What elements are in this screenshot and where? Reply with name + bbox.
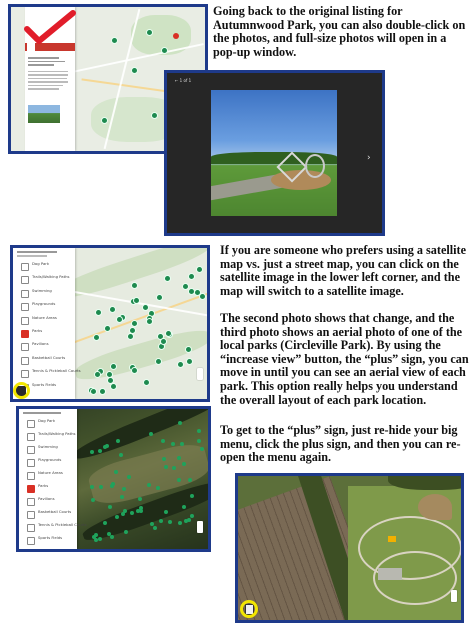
category-label: Playgrounds (32, 301, 56, 307)
sidebar-item-basketball-courts[interactable] (19, 508, 77, 522)
category-label: Swimming (32, 287, 52, 293)
map-pin[interactable] (177, 478, 181, 482)
map-pin[interactable] (142, 304, 149, 311)
aerial-view[interactable] (238, 476, 461, 620)
map-pin[interactable] (186, 358, 193, 365)
screenshot-aerial-park (235, 473, 464, 623)
category-checkbox[interactable] (21, 343, 29, 351)
category-checkbox[interactable] (21, 357, 29, 365)
sidebar-item-pavilions[interactable] (13, 340, 75, 354)
back-arrow-icon[interactable]: ← 1 of 1 (175, 78, 192, 83)
map-pin[interactable] (106, 371, 113, 378)
map-pin[interactable] (111, 37, 118, 44)
category-label: Parks (32, 328, 43, 333)
map-pin[interactable] (188, 478, 192, 482)
map-pin[interactable] (120, 495, 124, 499)
map-pin[interactable] (180, 442, 184, 446)
map-pin[interactable] (119, 453, 123, 457)
map-pin[interactable] (197, 439, 201, 443)
category-label: Parks (38, 483, 49, 488)
category-label: Sports Fields (32, 381, 57, 387)
category-label: Basketball Courts (32, 354, 66, 360)
paragraph-satellite: If you are someone who prefers using a satellite map vs. just a street map, you can click on the satellite image in the lower left corner, and the map will switch to a satellite image. (220, 243, 466, 298)
category-sidebar (19, 409, 87, 549)
sidebar-header (17, 255, 47, 257)
map-pin[interactable] (188, 273, 195, 280)
sidebar-item-playgrounds[interactable] (19, 456, 77, 470)
map-pin[interactable] (110, 383, 117, 390)
paragraph-intro: Going back to the original listing for Autumnwood Park, you can also double-click on the photos, and full-size photos will open in a pop-up window. (213, 4, 466, 59)
map-pin[interactable] (190, 494, 194, 498)
category-label: Basketball Courts (38, 509, 72, 514)
map-pin[interactable] (164, 510, 168, 514)
sidebar-item-swimming[interactable] (13, 287, 75, 301)
highlight-ring (240, 600, 258, 618)
map-pin[interactable] (116, 316, 123, 323)
map-pin[interactable] (164, 275, 171, 282)
category-label: Nature Areas (32, 314, 57, 320)
map-pin[interactable] (164, 465, 168, 469)
category-checkbox[interactable] (21, 370, 29, 378)
sidebar-item-nature-areas[interactable] (13, 314, 75, 328)
sidebar-header (17, 251, 57, 253)
map-pin[interactable] (185, 346, 192, 353)
park-photo[interactable] (211, 90, 337, 216)
map-pin[interactable] (127, 333, 134, 340)
zoom-control[interactable] (197, 521, 203, 533)
category-label: Playgrounds (38, 457, 62, 462)
sidebar-item-trails-walking-paths[interactable] (13, 273, 75, 287)
map-pin[interactable] (95, 309, 102, 316)
category-checkbox[interactable] (27, 433, 35, 441)
map-pin[interactable] (151, 112, 158, 119)
category-checkbox[interactable] (21, 330, 29, 338)
map-pin[interactable] (182, 283, 189, 290)
red-checkmark-icon (21, 9, 81, 49)
map-pin[interactable] (129, 327, 136, 334)
map-pin[interactable] (197, 429, 201, 433)
map-pin[interactable] (131, 67, 138, 74)
category-checkbox[interactable] (21, 290, 29, 298)
map-pin[interactable] (131, 282, 138, 289)
zoom-control[interactable] (451, 590, 457, 602)
map-pin[interactable] (156, 486, 160, 490)
map-pin[interactable] (147, 483, 151, 487)
map-pin[interactable] (91, 498, 95, 502)
map-pin[interactable] (90, 388, 97, 395)
map-pin[interactable] (196, 266, 203, 273)
map-pin[interactable] (90, 450, 94, 454)
map-pin[interactable] (124, 530, 128, 534)
map-pin[interactable] (130, 511, 134, 515)
category-checkbox[interactable] (27, 459, 35, 467)
map-pin[interactable] (131, 320, 138, 327)
map-pin[interactable] (114, 470, 118, 474)
listing-text-lines (28, 55, 72, 92)
map-pin[interactable] (182, 462, 186, 466)
category-label: Tennis & Pickleball Courts (38, 522, 87, 527)
map-pin[interactable] (155, 358, 162, 365)
sidebar-item-dog-park[interactable] (19, 417, 77, 431)
category-sidebar (13, 248, 81, 399)
category-checkbox[interactable] (27, 537, 35, 545)
map-pin[interactable] (190, 514, 194, 518)
sidebar-item-tennis-pickleball-courts[interactable] (13, 367, 81, 381)
listing-photo[interactable] (28, 105, 60, 123)
map-pin[interactable] (93, 334, 100, 341)
map-pin[interactable] (146, 29, 153, 36)
map-pin[interactable] (162, 457, 166, 461)
ball-field (418, 494, 452, 520)
sidebar-item-nature-areas[interactable] (19, 469, 77, 483)
category-label: Trails/Walking Paths (38, 431, 76, 436)
sidebar-item-swimming[interactable] (19, 443, 77, 457)
sidebar-item-pavilions[interactable] (19, 495, 77, 509)
category-checkbox[interactable] (27, 446, 35, 454)
sidebar-item-basketball-courts[interactable] (13, 354, 75, 368)
map-pin[interactable] (103, 521, 107, 525)
map-pin[interactable] (156, 294, 163, 301)
map-pin[interactable] (123, 509, 127, 513)
map-pin[interactable] (94, 371, 101, 378)
sidebar-header (23, 412, 61, 414)
map-pin[interactable] (200, 447, 204, 451)
map-pin[interactable] (94, 538, 98, 542)
map-pin[interactable] (101, 117, 108, 124)
map-pin[interactable] (159, 519, 163, 523)
selected-map-pin[interactable] (173, 33, 179, 39)
map-pin[interactable] (115, 515, 119, 519)
map-pin[interactable] (110, 363, 117, 370)
map-pin[interactable] (171, 442, 175, 446)
map-pin[interactable] (99, 388, 106, 395)
category-label: Trails/Walking Paths (32, 274, 70, 280)
map-pin[interactable] (149, 432, 153, 436)
category-list (13, 260, 81, 394)
map-pin[interactable] (127, 475, 131, 479)
map-pin[interactable] (153, 526, 157, 530)
map-pin[interactable] (98, 449, 102, 453)
category-checkbox[interactable] (27, 498, 35, 506)
zoom-control[interactable] (197, 368, 203, 380)
map-pin[interactable] (177, 456, 181, 460)
map-pin[interactable] (111, 482, 115, 486)
sidebar-item-parks[interactable] (13, 327, 75, 341)
map-pin[interactable] (150, 522, 154, 526)
category-label: Nature Areas (38, 470, 63, 475)
category-checkbox[interactable] (27, 511, 35, 519)
category-label: Sports Fields (38, 535, 63, 540)
map-pin[interactable] (109, 306, 116, 313)
category-checkbox[interactable] (27, 420, 35, 428)
map-pin[interactable] (110, 535, 114, 539)
map-pin[interactable] (104, 325, 111, 332)
category-checkbox[interactable] (21, 276, 29, 284)
sidebar-item-sports-fields[interactable] (19, 534, 77, 548)
chevron-right-icon[interactable]: › (367, 153, 371, 163)
map-pin[interactable] (146, 318, 153, 325)
category-list (19, 417, 87, 547)
screenshot-satellite-map (16, 406, 211, 552)
map-pin[interactable] (121, 512, 125, 516)
category-label: Dog Park (32, 261, 50, 266)
category-label: Pavilions (32, 341, 49, 347)
ridge-woods (388, 473, 464, 490)
screenshot-photo-popup (164, 70, 385, 236)
map-pin[interactable] (161, 439, 165, 443)
sidebar-item-parks[interactable] (19, 482, 77, 496)
screenshot-category-map (10, 245, 210, 402)
map-pin[interactable] (105, 444, 109, 448)
category-checkbox[interactable] (21, 303, 29, 311)
map-pin[interactable] (160, 338, 167, 345)
paragraph-plus-sign: To get to the “plus” sign, just re-hide your big menu, click the plus sign, and then you can re-open the menu again. (220, 423, 461, 465)
map-pin[interactable] (133, 297, 140, 304)
map-pin[interactable] (184, 519, 188, 523)
sidebar-item-playgrounds[interactable] (13, 300, 75, 314)
category-checkbox[interactable] (27, 472, 35, 480)
map-pin[interactable] (116, 439, 120, 443)
map-pin[interactable] (122, 487, 126, 491)
pavilion-roof (388, 536, 396, 542)
map-pin[interactable] (168, 520, 172, 524)
category-checkbox[interactable] (21, 317, 29, 325)
map-pin[interactable] (108, 505, 112, 509)
category-checkbox[interactable] (27, 524, 35, 532)
category-label: Dog Park (38, 418, 56, 423)
map-pin[interactable] (165, 330, 172, 337)
map-pin[interactable] (178, 521, 182, 525)
map-pin[interactable] (131, 367, 138, 374)
map-pin[interactable] (182, 505, 186, 509)
map-pin[interactable] (107, 532, 111, 536)
map-pin[interactable] (138, 497, 142, 501)
category-checkbox[interactable] (27, 485, 35, 493)
map-pin[interactable] (172, 466, 176, 470)
map-pin[interactable] (161, 47, 168, 54)
category-label: Pavilions (38, 496, 55, 501)
category-checkbox[interactable] (21, 263, 29, 271)
category-label: Swimming (38, 444, 58, 449)
paragraph-zoom: The second photo shows that change, and the third photo shows an aerial photo of one of the local parks (Circleville Park). By using the “increase view” button, the “plus” sign, you can move in until you can see an aerial view of each park. This option really helps you understand the overall layout of each park location. (220, 311, 469, 407)
map-pin[interactable] (99, 485, 103, 489)
map-pin[interactable] (143, 379, 150, 386)
map-pin[interactable] (90, 485, 94, 489)
category-label: Tennis & Pickleball Courts (32, 368, 81, 374)
sidebar-item-tennis-pickleball-courts[interactable] (19, 521, 87, 535)
map-pin[interactable] (178, 421, 182, 425)
sidebar-item-dog-park[interactable] (13, 260, 75, 274)
parking-lot (378, 568, 402, 580)
map-pin[interactable] (177, 361, 184, 368)
map-pin[interactable] (98, 537, 102, 541)
sidebar-item-trails-walking-paths[interactable] (19, 430, 77, 444)
play-structure (305, 154, 325, 178)
highlight-ring (13, 382, 30, 399)
